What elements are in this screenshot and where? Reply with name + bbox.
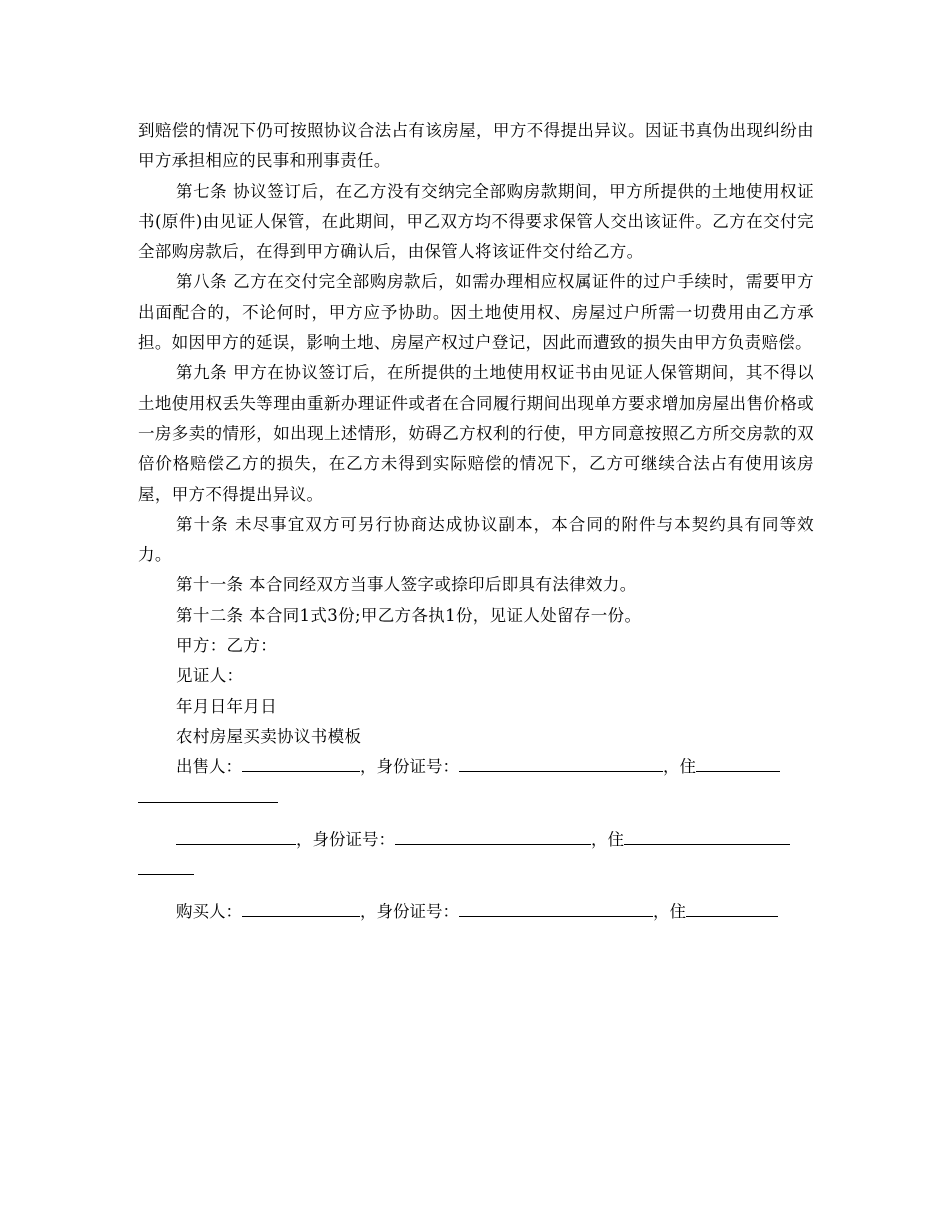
seller-address-field[interactable] bbox=[696, 753, 780, 772]
paragraph-continuation: 到赔偿的情况下仍可按照协议合法占有该房屋，甲方不得提出异议。因证书真伪出现纠纷由甲方承担相应的民事和刑事责任。 bbox=[138, 121, 814, 171]
article-7: 第七条 协议签订后，在乙方没有交纳完全部购房款期间，甲方所提供的土地使用权证书(原件)由见证人保管，在此期间，甲乙双方均不得要求保管人交出该证件。乙方在交付完全部购房款后，在得到甲方确认后，由保管人将该证件交付给乙方。 bbox=[138, 181, 814, 262]
second-party-address-field[interactable] bbox=[624, 826, 790, 845]
article-9: 第九条 甲方在协议签订后，在所提供的土地使用权证书由见证人保管期间，其不得以土地使用权丢失等理由重新办理证件或者在合同履行期间出现单方要求增加房屋出售价格或一房多卖的情形，如出现上述情形，妨碍乙方权利的行使，甲方同意按照乙方所交房款的双倍价格赔偿乙方的损失，在乙方未得到实际赔偿的情况下，乙方可继续合法占有使用该房屋，甲方不得提出异议。 bbox=[138, 363, 814, 504]
seller-id-label: ，身份证号： bbox=[360, 757, 459, 777]
seller-label: 出售人： bbox=[176, 757, 242, 777]
template-title: 农村房屋买卖协议书模板 bbox=[176, 726, 362, 746]
buyer-label: 购买人： bbox=[176, 901, 242, 921]
buyer-address-field[interactable] bbox=[686, 898, 778, 917]
article-8: 第八条 乙方在交付完全部购房款后，如需办理相应权属证件的过户手续时，需要甲方出面配合的，不论何时，甲方应予协助。因土地使用权、房屋过户所需一切费用由乙方承担。如因甲方的延误，影响土地、房屋产权过户登记，因此而遭致的损失由甲方负责赔偿。 bbox=[138, 272, 814, 353]
buyer-id-field[interactable] bbox=[459, 898, 653, 917]
second-party-id-label: ，身份证号： bbox=[296, 829, 395, 849]
second-party-address-label: ，住 bbox=[591, 829, 624, 849]
buyer-row bbox=[138, 897, 814, 927]
seller-row bbox=[138, 752, 814, 782]
article-12: 第十二条 本合同1式3份;甲乙方各执1份，见证人处留存一份。 bbox=[176, 605, 642, 625]
buyer-address-label: ，住 bbox=[653, 901, 686, 921]
buyer-name-field[interactable] bbox=[242, 898, 360, 917]
second-party-address-continuation bbox=[138, 855, 814, 885]
signature-date: 年月日年月日 bbox=[176, 696, 278, 716]
seller-id-field[interactable] bbox=[459, 753, 663, 772]
seller-address-label: ，住 bbox=[663, 757, 696, 777]
signature-parties: 甲方：乙方： bbox=[176, 636, 278, 656]
signature-witness: 见证人： bbox=[176, 666, 244, 686]
seller-name-field[interactable] bbox=[242, 753, 360, 772]
buyer-id-label: ，身份证号： bbox=[360, 901, 459, 921]
seller-address-field-continued[interactable] bbox=[138, 801, 278, 803]
second-party-row bbox=[138, 825, 814, 855]
document-body bbox=[138, 116, 814, 927]
seller-address-continuation bbox=[138, 783, 814, 813]
article-11: 第十一条 本合同经双方当事人签字或捺印后即具有法律效力。 bbox=[176, 575, 637, 595]
article-10: 第十条 未尽事宜双方可另行协商达成协议副本，本合同的附件与本契约具有同等效力。 bbox=[138, 514, 814, 565]
second-party-name-field[interactable] bbox=[176, 826, 296, 845]
second-party-id-field[interactable] bbox=[395, 826, 591, 845]
second-party-address-field-continued[interactable] bbox=[138, 873, 194, 875]
